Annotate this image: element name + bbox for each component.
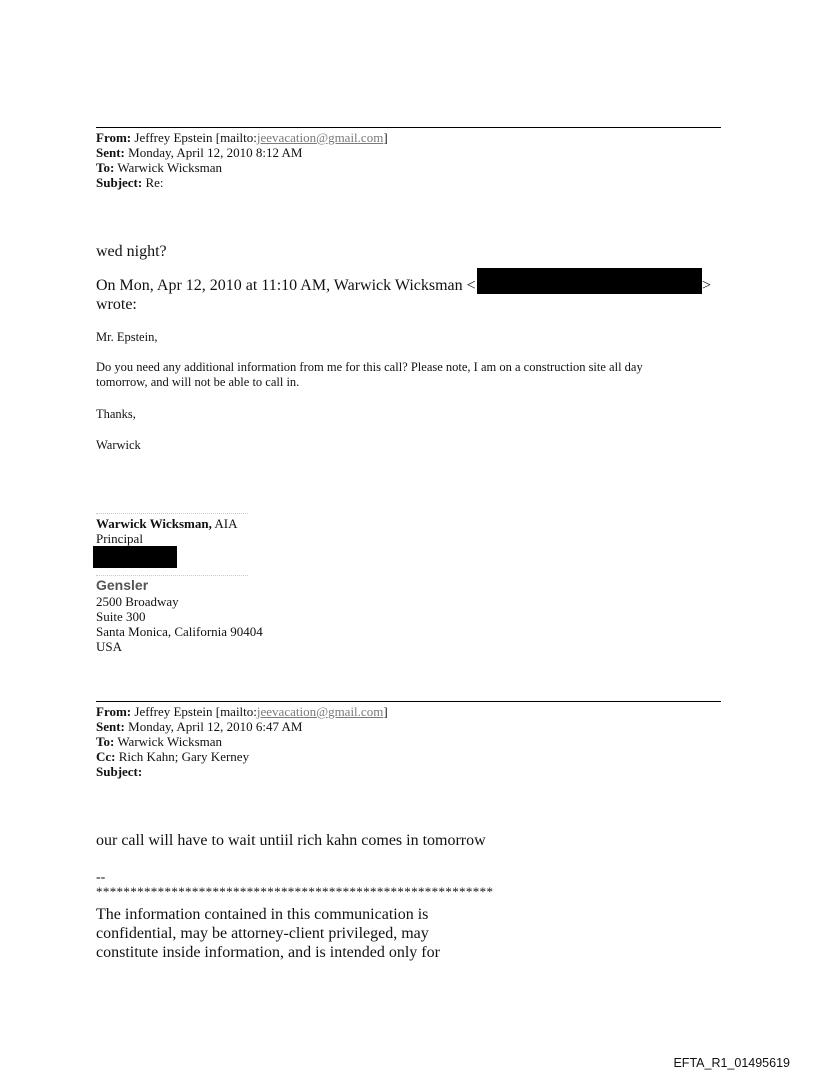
disclaimer-line3: constitute inside information, and is intended only for [96,944,440,961]
sent-value: Monday, April 12, 2010 8:12 AM [128,145,303,160]
quote-intro-end-bracket: > [702,277,712,294]
redaction-phone [93,546,177,568]
email-header-2 [96,704,388,779]
from-row [96,704,388,719]
quote-intro-line1 [96,276,476,295]
quoted-paragraph-line1: Do you need any additional information from me for this call? Please note, I am on a construction site all day [96,360,643,374]
to-value: Warwick Wicksman [117,734,223,749]
to-label: To: [96,160,115,175]
company-name: Gensler [96,577,149,593]
signature-name-line [96,516,237,531]
sent-label: Sent: [96,719,125,734]
star-separator: ********************************************************** [96,884,494,899]
from-close-bracket: ] [383,130,388,145]
address-line1: 2500 Broadway [96,594,179,609]
from-email-link[interactable]: jeevacation@gmail.com [256,130,384,145]
disclaimer-line1: The information contained in this communication is [96,906,429,923]
email-header-1 [96,130,388,190]
sent-label: Sent: [96,145,125,160]
to-row [96,734,388,749]
from-email-link[interactable]: jeevacation@gmail.com [256,704,384,719]
cc-label: Cc: [96,749,116,764]
greeting: Mr. Epstein, [96,330,158,344]
quote-intro-line2: wrote: [96,296,137,313]
to-label: To: [96,734,115,749]
quoted-paragraph-line2: tomorrow, and will not be able to call in. [96,375,300,389]
address-line2: Suite 300 [96,609,146,624]
from-label: From: [96,704,132,719]
signature-dashes: -- [96,870,106,885]
signature-divider-top [96,513,248,514]
from-row [96,130,388,145]
from-label: From: [96,130,132,145]
sent-value: Monday, April 12, 2010 6:47 AM [128,719,303,734]
address-line4: USA [96,639,123,654]
cc-row [96,749,388,764]
quote-intro-text: On Mon, Apr 12, 2010 at 11:10 AM, Warwick Wicksman < [96,277,476,294]
signature-credential: AIA [211,516,238,531]
signoff: Warwick [96,438,141,452]
from-close-bracket: ] [383,704,388,719]
from-name: Jeffrey Epstein [mailto: [134,704,257,719]
subject-value: Re: [145,175,164,190]
subject-row [96,175,388,190]
signature-name: Warwick Wicksman, [96,516,212,531]
quoted-paragraph [96,360,736,390]
from-name: Jeffrey Epstein [mailto: [134,130,257,145]
thanks: Thanks, [96,407,136,421]
header-divider-1 [96,127,721,128]
document-id: EFTA_R1_01495619 [673,1056,790,1070]
redaction-email [477,268,702,294]
header-divider-2 [96,701,721,702]
subject-label: Subject: [96,175,143,190]
signature-divider-bottom [96,575,248,576]
subject-row [96,764,388,779]
cc-value: Rich Kahn; Gary Kerney [118,749,250,764]
disclaimer [96,905,440,962]
to-value: Warwick Wicksman [117,160,223,175]
address-line3: Santa Monica, California 90404 [96,624,263,639]
subject-label: Subject: [96,764,143,779]
sent-row [96,145,388,160]
email-body-2: our call will have to wait untiil rich kahn comes in tomorrow [96,832,486,849]
signature-title: Principal [96,531,143,546]
to-row [96,160,388,175]
company-address [96,594,263,654]
disclaimer-line2: confidential, may be attorney-client privileged, may [96,925,429,942]
email-body-1: wed night? [96,243,167,260]
sent-row [96,719,388,734]
